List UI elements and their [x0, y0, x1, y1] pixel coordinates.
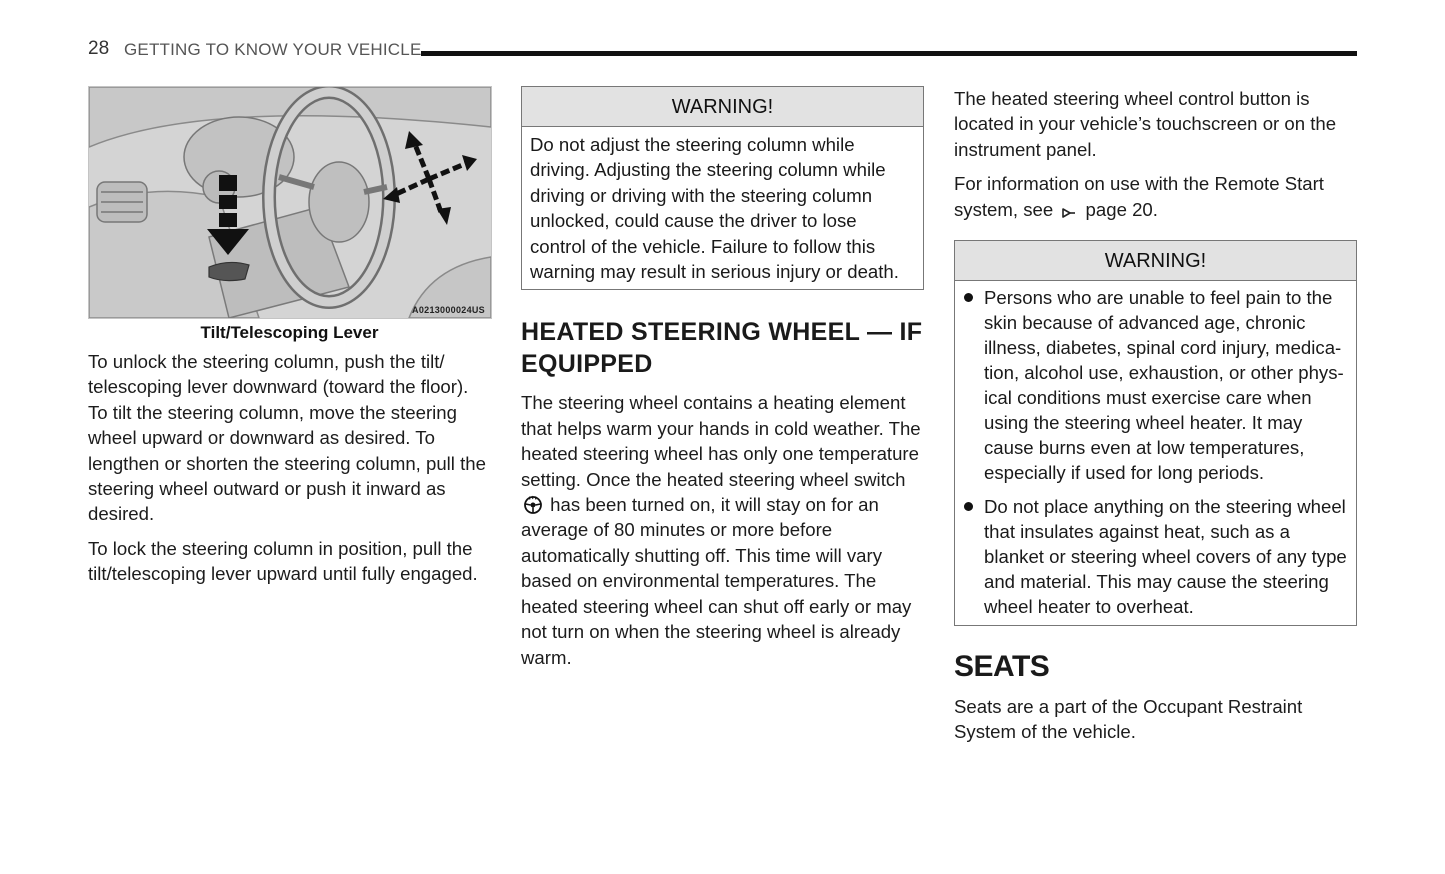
remote-start-text: For information on use with the Remote Start system, see	[954, 173, 1324, 220]
lock-paragraph: To lock the steering column in position, pull the tilt/telescoping lever upward until fully engaged.	[88, 537, 478, 585]
page-reference-link[interactable]: page 20.	[1085, 198, 1158, 220]
bullet-icon	[964, 502, 973, 511]
warning-item-text: Do not place anything on the steering wheel that insulates against heat, such as a blanket or steering wheel covers of any type and material. This may cause the steering wheel heater to overheat.	[984, 496, 1347, 618]
page-reference-arrow-icon	[1060, 206, 1078, 220]
warning-title: WARNING!	[955, 241, 1356, 281]
heated-steering-paragraph	[521, 390, 924, 669]
remote-start-paragraph	[954, 171, 1357, 222]
heated-steering-text-part2: has been turned on, it will stay on for an average of 80 minutes or more before automatically shutting off. This time will vary based on environmental temperatures. The heated steering wheel can shut off early or may not turn on when the steering wheel is already warm.	[521, 494, 912, 668]
warning-text: Do not adjust the steering column while driving. Adjusting the steering column while driving or driving with the steering column unlocked, could cause the driver to lose control of the vehicle. Failure to follow this warning may result in serious injury or death.	[530, 134, 899, 283]
warning-title: WARNING!	[522, 87, 923, 127]
steering-column-figure	[88, 86, 492, 319]
list-item	[963, 494, 1350, 619]
steering-column-illustration	[89, 87, 491, 318]
bullet-icon	[964, 293, 973, 302]
warning-list	[955, 281, 1356, 625]
seats-heading: SEATS	[954, 650, 1050, 684]
column-2	[521, 86, 924, 679]
control-button-paragraph: The heated steering wheel control button is located in your vehicle’s touchscreen or on the instrument panel.	[954, 88, 1337, 160]
column-3	[954, 86, 1357, 754]
heated-steering-heading: HEATED STEERING WHEEL — IF EQUIPPED	[521, 318, 923, 379]
steering-warning-box	[521, 86, 924, 290]
page-number: 28	[88, 38, 110, 59]
heater-warning-box	[954, 240, 1357, 626]
list-item	[963, 285, 1350, 485]
heated-steering-text-part1: The steering wheel contains a heating element that helps warm your hands in cold weather. The heated steering wheel has only one temperature setting. Once the heated steering wheel switch	[521, 392, 921, 490]
warning-item-text: Persons who are unable to feel pain to the skin because of advanced age, chronic illness, diabetes, spinal cord injury, medica- tion, alcohol use, exhaustion, or other phys- ical conditions must exercise care when using the steering wheel heater. It may cause burns even at low temperatures, especially if used for long periods.	[984, 287, 1344, 484]
steering-wheel-heat-icon	[523, 495, 543, 515]
figure-code: A0213000024US	[412, 305, 485, 315]
seats-paragraph: Seats are a part of the Occupant Restraint System of the vehicle.	[954, 696, 1303, 743]
unlock-paragraph: To unlock the steering column, push the tilt/ telescoping lever downward (toward the floor). To tilt the steering column, move the steering wheel upward or downward as desired. To lengthen or shorten the steering column, pull the steering wheel outward or push it inward as desired.	[88, 351, 486, 525]
column-1	[88, 86, 491, 596]
header-rule	[421, 51, 1357, 56]
page-header	[88, 38, 1357, 64]
figure-caption: Tilt/Telescoping Lever	[200, 323, 379, 342]
section-title: GETTING TO KNOW YOUR VEHICLE	[124, 40, 422, 59]
